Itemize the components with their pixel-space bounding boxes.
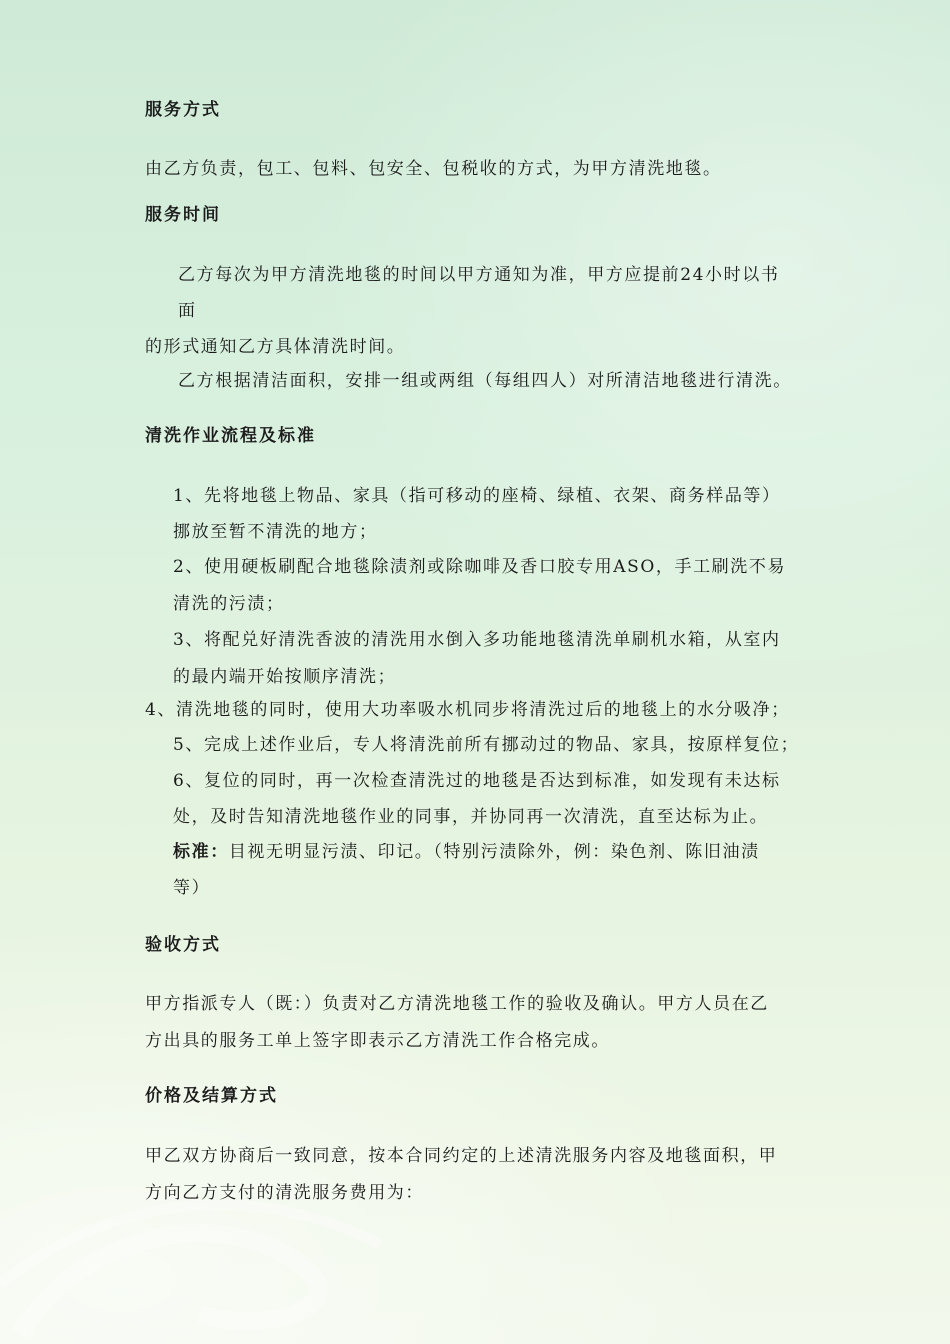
process-standard-line [173,841,760,863]
process-item-4: 4、清洗地毯的同时，使用大功率吸水机同步将清洗过后的地毯上的水分吸净； [145,700,790,720]
heading-price: 价格及结算方式 [145,1086,278,1106]
standard-text: 目视无明显污渍、印记。（特别污渍除外，例：染色剂、陈旧油渍 [228,842,760,862]
process-standard-tail: 等） [173,878,211,898]
heading-service-time: 服务时间 [145,205,221,225]
process-item-2-cont: 清洗的污渍； [173,594,285,614]
paragraph-service-method: 由乙方负责，包工、包料、包安全、包税收的方式，为甲方清洗地毯。 [145,159,722,179]
process-item-1: 1、先将地毯上物品、家具（指可移动的座椅、绿植、衣架、商务样品等） [173,486,781,506]
paragraph-service-time-line3: 的形式通知乙方具体清洗时间。 [145,337,406,357]
heading-acceptance: 验收方式 [145,935,221,955]
paragraph-acceptance-line1: 甲方指派专人（既：）负责对乙方清洗地毯工作的验收及确认。甲方人员在乙 [145,994,769,1014]
process-item-6-cont: 处，及时告知清洗地毯作业的同事，并协同再一次清洗，直至达标为止。 [173,807,769,827]
paragraph-price-line1: 甲乙双方协商后一致同意，按本合同约定的上述清洗服务内容及地毯面积，甲 [145,1146,778,1166]
heading-process: 清洗作业流程及标准 [145,426,316,446]
process-item-3-cont: 的最内端开始按顺序清洗； [173,667,397,687]
background-swirl-decoration [0,1084,420,1344]
process-item-3: 3、将配兑好清洗香波的清洗用水倒入多功能地毯清洗单刷机水箱，从室内 [173,630,781,650]
paragraph-service-time-line2: 面 [178,301,197,321]
standard-label: 标准： [173,842,229,862]
process-item-6: 6、复位的同时，再一次检查清洗过的地毯是否达到标准，如发现有未达标 [173,771,781,791]
process-item-5: 5、完成上述作业后，专人将清洗前所有挪动过的物品、家具，按原样复位； [173,735,800,755]
heading-service-method: 服务方式 [145,100,221,120]
paragraph-service-time-line1: 乙方每次为甲方清洗地毯的时间以甲方通知为准，甲方应提前24小时以书 [178,265,780,285]
process-item-1-cont: 挪放至暂不清洗的地方； [173,522,378,542]
paragraph-service-time-line4: 乙方根据清洁面积，安排一组或两组（每组四人）对所清洁地毯进行清洗。 [178,371,792,391]
process-item-2: 2、使用硬板刷配合地毯除渍剂或除咖啡及香口胶专用ASO，手工刷洗不易 [173,557,787,577]
paragraph-price-line2: 方向乙方支付的清洗服务费用为： [145,1183,424,1203]
paragraph-acceptance-line2: 方出具的服务工单上签字即表示乙方清洗工作合格完成。 [145,1031,610,1051]
